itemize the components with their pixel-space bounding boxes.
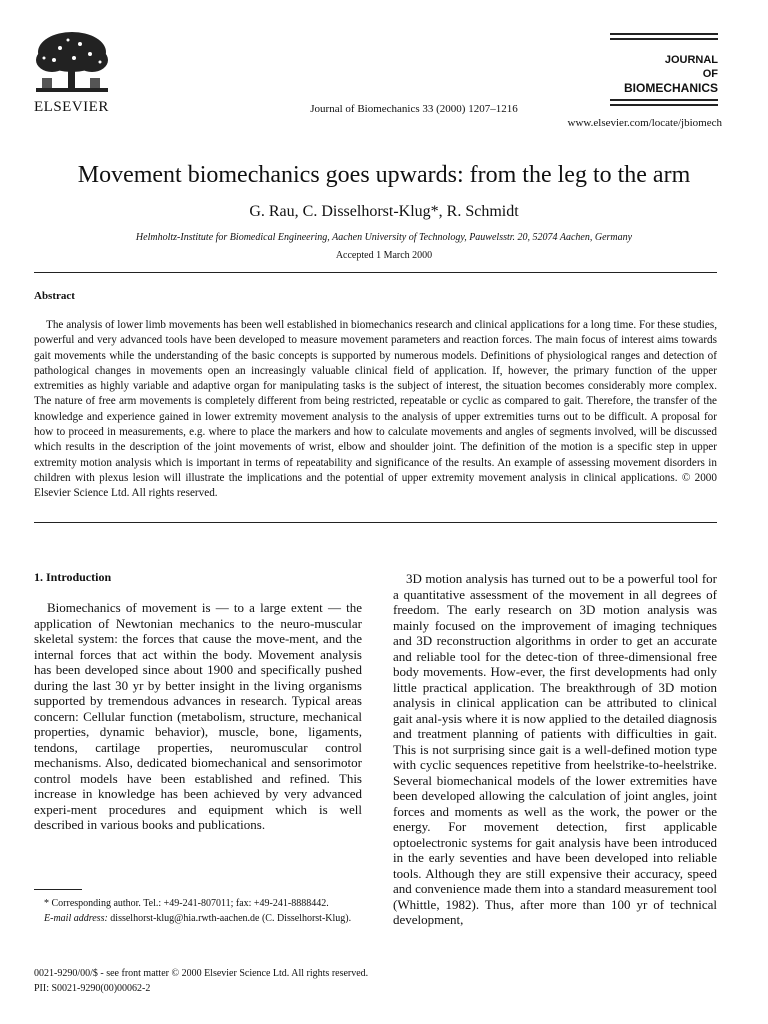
author-affiliation: Helmholtz-Institute for Biomedical Engineering, Aachen University of Technology, Pauwelsstr. 20, 52074 Aachen, Germany [135,232,633,243]
journal-reference: Journal of Biomechanics 33 (2000) 1207–1216 [310,103,518,115]
article-title: Movement biomechanics goes upwards: from the leg to the arm [77,162,691,188]
abstract-heading: Abstract [34,290,75,302]
abstract-bottom-rule [34,522,717,523]
body-left-paragraph: Biomechanics of movement is — to a large extent — the application of Newtonian mechanics to the neuro-muscular skeletal system: the forces that cause the move-ment, and the internal forces that act within the body. Movement analysis has been developed since about 1900 and specifically pushed during the last 30 yr by better insight in the living organisms supported by tremendous advances in research. Typical areas concern: Cellular function (metabolism, structure, mechanical properties, dynamic behavior), muscle, bone, ligaments, tendons, cartilage properties, neuromuscular control mechanisms. Also, dedicated biomechanical and sensorimotor control models have been established and refined. This increase in knowledge has been achieved by very advanced experi-ment procedures and equipment which is well described in various books and publications. [34,600,362,832]
footnote-rule [34,889,82,890]
accepted-date: Accepted 1 March 2000 [335,250,433,261]
brand-top-rule-2 [610,38,718,40]
publisher-name: ELSEVIER [34,99,109,115]
journal-brand [624,53,718,95]
body-right-paragraph: 3D motion analysis has turned out to be a powerful tool for a quantitative assessment of the movement in all degrees of freedom. The early research on 3D motion analysis was mainly focused on the improvement of imaging techniques and 3D reconstruction algorithms in order to get an accurate and reliable tool for the detec-tion of three-dimensional free body movements. How-ever, the first developments had only little practical application. The breakthrough of 3D motion analysis in clinical application can be attributed to clinical gait anal-ysis where it is now applied to the detailed diagnosis and treatment planning of patients with difficulties in gait. This is not surprising since gait is a well-defined motion type with cyclic sequences repetitive from heelstrike-to-heelstrike. Several biomechanical models of the lower extremities have been developed allowing the calculation of joint angles, joint forces and moments as well as the work, the power or the energy. For movement detection, first applicable optoelectronic systems for gait analysis have been introduced in the early seventies and have been developed into reliable tools. Although they are still expensive their accuracy, speed and convenience made them into a standard measurement tool (Whittle, 1982). Thus, after more than 100 yr of technical development, [393,571,717,927]
front-matter-line-1: 0021-9290/00/$ - see front matter © 2000 Elsevier Science Ltd. All rights reserved. [34,968,369,979]
footnote-email [34,911,362,926]
abstract-text: The analysis of lower limb movements has been well established in biomechanics research and clinical applications for a long time. For these studies, powerful and very advanced tools have been developed to measure movement parameters and reaction forces. The main focus of interest aims towards gait movements while the understanding of the basic concepts is supported by numerous models. Definitions of physiological ranges and detection of pathological changes in movements open an increasingly valuable clinical field of application. If, however, the primary function of the upper extremities as highly variable and adaptive organ for manipulating tasks is the subject of interest, the situation becomes considerably more complex. The nature of free arm movements is completely different from being restricted, repeatable or cyclic as compared to gait. Therefore, the transfer of the knowledge and experience gained in lower extremity movement analysis to the analysis of upper extremities turns out to be difficult. A proposal for how to proceed in measurements, e.g. where to place the markers and how to calculate movements and angles of segments involved, will be discussed which results in the description of the joint movements of wrist, elbow and shoulder joint. The definition of the motion is a specific step in upper extremity motion analysis which is important in terms of repeatability and significance of the results. An example of assessing movement disorders in children with plexus lesion will illustrate the implications and the potential of upper extremity movement analysis in clinical applications. © 2000 Elsevier Science Ltd. All rights reserved. [34,319,717,500]
section-heading-introduction: 1. Introduction [34,570,112,584]
abstract-top-rule [34,272,717,273]
brand-top-rule [610,33,718,35]
footnote-corresponding: * Corresponding author. Tel.: +49-241-807011; fax: +49-241-8888442. [44,898,329,909]
elsevier-tree-logo [30,30,114,98]
article-authors: G. Rau, C. Disselhorst-Klug*, R. Schmidt [249,203,519,220]
front-matter [34,966,368,996]
front-matter-pii: PII: S0021-9290(00)00062-2 [34,983,151,994]
brand-line-2: OF [702,68,718,80]
brand-bottom-rule [610,99,718,101]
email-label: E-mail address: [44,913,108,924]
brand-bottom-rule-2 [610,104,718,106]
footnote [34,896,362,926]
brand-line-1: JOURNAL [664,54,718,66]
brand-line-3: BIOMECHANICS [623,81,718,95]
email-value[interactable]: disselhorst-klug@hia.rwth-aachen.de (C. Disselhorst-Klug). [107,913,352,924]
journal-url[interactable]: www.elsevier.com/locate/jbiomech [567,117,722,129]
